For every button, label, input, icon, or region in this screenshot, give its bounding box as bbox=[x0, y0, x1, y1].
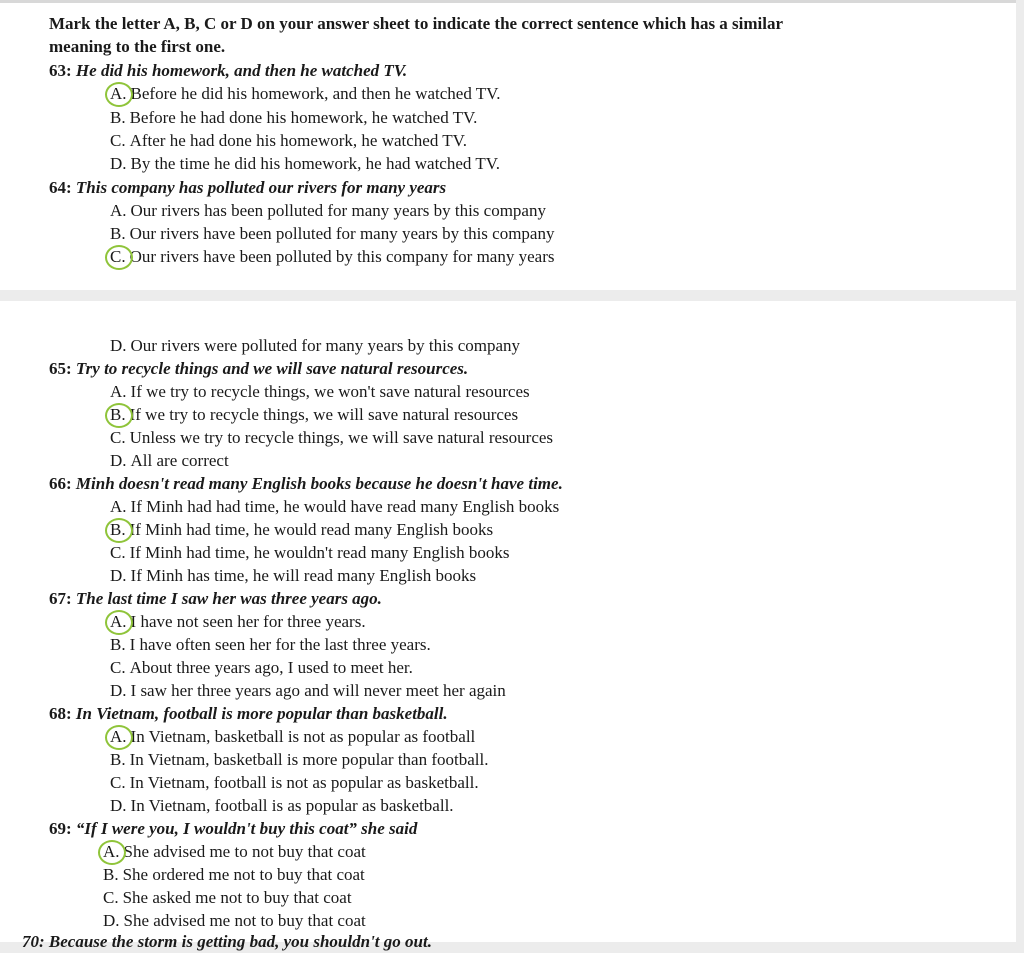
answer-circle: B. bbox=[110, 520, 126, 539]
answer-circle: A. bbox=[110, 84, 127, 103]
option-text: If Minh had time, he wouldn't read many English books bbox=[129, 543, 510, 562]
option-text: I saw her three years ago and will never meet her again bbox=[130, 681, 506, 700]
option-letter: A. bbox=[110, 201, 127, 220]
instruction-line-1: Mark the letter A, B, C or D on your answer sheet to indicate the correct sentence which has a similar bbox=[49, 14, 784, 33]
option-letter: C. bbox=[110, 131, 126, 150]
option-64-b bbox=[110, 223, 554, 245]
option-letter: D. bbox=[110, 336, 127, 355]
option-text: If Minh had had time, he would have read many English books bbox=[130, 497, 560, 516]
question-stem: In Vietnam, football is more popular than basketball. bbox=[75, 704, 448, 723]
option-64-d bbox=[110, 335, 520, 357]
question-stem: He did his homework, and then he watched TV. bbox=[75, 61, 408, 80]
option-69-c bbox=[103, 887, 352, 909]
option-63-c bbox=[110, 130, 467, 152]
option-68-b bbox=[110, 749, 488, 771]
option-text: Before he did his homework, and then he watched TV. bbox=[130, 84, 501, 103]
option-letter: C. bbox=[110, 543, 126, 562]
option-69-d bbox=[103, 910, 366, 932]
instruction-line-2: meaning to the first one. bbox=[49, 37, 226, 56]
question-stem: “If I were you, I wouldn't buy this coat” she said bbox=[75, 819, 418, 838]
option-64-c bbox=[110, 246, 554, 268]
question-stem: Minh doesn't read many English books because he doesn't have time. bbox=[75, 474, 563, 493]
option-text: I have not seen her for three years. bbox=[130, 612, 366, 631]
option-letter: C. bbox=[110, 658, 126, 677]
option-66-d bbox=[110, 565, 476, 587]
option-68-c bbox=[110, 772, 479, 794]
option-68-a bbox=[110, 726, 475, 748]
document-page-2 bbox=[0, 301, 1016, 951]
option-65-a bbox=[110, 381, 530, 403]
option-68-d bbox=[110, 795, 454, 817]
question-70-cutoff: 70: Because the storm is getting bad, you shouldn't go out. bbox=[22, 932, 432, 951]
option-text: In Vietnam, basketball is more popular than football. bbox=[129, 750, 489, 769]
option-letter: D. bbox=[103, 911, 120, 930]
option-letter: C. bbox=[110, 773, 126, 792]
option-text: If Minh had time, he would read many English books bbox=[129, 520, 494, 539]
question-number: 68: bbox=[49, 704, 72, 723]
question-63 bbox=[49, 60, 407, 82]
question-number: 67: bbox=[49, 589, 72, 608]
question-number: 66: bbox=[49, 474, 72, 493]
question-stem: This company has polluted our rivers for many years bbox=[75, 178, 447, 197]
question-68 bbox=[49, 703, 448, 725]
option-text: She ordered me not to buy that coat bbox=[122, 865, 365, 884]
answer-circle: A. bbox=[110, 612, 127, 631]
option-letter: B. bbox=[110, 224, 126, 243]
option-text: Our rivers have been polluted by this company for many years bbox=[129, 247, 555, 266]
option-text: About three years ago, I used to meet her. bbox=[129, 658, 413, 677]
question-number: 64: bbox=[49, 178, 72, 197]
question-number: 69: bbox=[49, 819, 72, 838]
document-page-1 bbox=[0, 0, 1016, 290]
question-67 bbox=[49, 588, 382, 610]
option-letter: C. bbox=[110, 428, 126, 447]
question-69 bbox=[49, 818, 417, 840]
option-text: By the time he did his homework, he had watched TV. bbox=[130, 154, 501, 173]
option-letter: B. bbox=[110, 635, 126, 654]
answer-circle: A. bbox=[103, 842, 120, 861]
option-67-c bbox=[110, 657, 413, 679]
option-text: Our rivers have been polluted for many years by this company bbox=[129, 224, 555, 243]
answer-circle: A. bbox=[110, 727, 127, 746]
option-letter: D. bbox=[110, 566, 127, 585]
question-number: 63: bbox=[49, 61, 72, 80]
option-text: She advised me to not buy that coat bbox=[123, 842, 366, 861]
option-letter: B. bbox=[103, 865, 119, 884]
option-66-a bbox=[110, 496, 559, 518]
option-65-d bbox=[110, 450, 229, 472]
option-letter: B. bbox=[110, 750, 126, 769]
question-stem: The last time I saw her was three years ago. bbox=[75, 589, 382, 608]
option-letter: C. bbox=[103, 888, 119, 907]
option-67-a bbox=[110, 611, 366, 633]
option-text: In Vietnam, football is not as popular as basketball. bbox=[129, 773, 479, 792]
option-letter: D. bbox=[110, 796, 127, 815]
answer-circle: B. bbox=[110, 405, 126, 424]
option-letter: B. bbox=[110, 108, 126, 127]
option-63-a bbox=[110, 83, 501, 105]
option-text: In Vietnam, football is as popular as basketball. bbox=[130, 796, 454, 815]
option-64-a bbox=[110, 200, 546, 222]
question-number: 65: bbox=[49, 359, 72, 378]
option-66-b bbox=[110, 519, 493, 541]
question-66 bbox=[49, 473, 563, 495]
option-text: Before he had done his homework, he watched TV. bbox=[129, 108, 478, 127]
option-text: Our rivers were polluted for many years by this company bbox=[130, 336, 521, 355]
question-64 bbox=[49, 177, 446, 199]
option-66-c bbox=[110, 542, 509, 564]
answer-circle: C. bbox=[110, 247, 126, 266]
option-63-b bbox=[110, 107, 477, 129]
option-letter: A. bbox=[110, 382, 127, 401]
option-text: If we try to recycle things, we will save natural resources bbox=[129, 405, 519, 424]
option-text: Unless we try to recycle things, we will save natural resources bbox=[129, 428, 554, 447]
option-text: After he had done his homework, he watched TV. bbox=[129, 131, 467, 150]
option-67-d bbox=[110, 680, 506, 702]
option-text: She asked me not to buy that coat bbox=[122, 888, 352, 907]
question-stem: Try to recycle things and we will save natural resources. bbox=[75, 359, 469, 378]
option-letter: A. bbox=[110, 497, 127, 516]
option-63-d bbox=[110, 153, 500, 175]
option-65-b bbox=[110, 404, 518, 426]
option-69-a bbox=[103, 841, 366, 863]
option-text: If we try to recycle things, we won't save natural resources bbox=[130, 382, 530, 401]
option-letter: D. bbox=[110, 681, 127, 700]
option-67-b bbox=[110, 634, 431, 656]
option-letter: D. bbox=[110, 154, 127, 173]
option-text: In Vietnam, basketball is not as popular as football bbox=[130, 727, 476, 746]
option-text: She advised me not to buy that coat bbox=[123, 911, 366, 930]
option-69-b bbox=[103, 864, 365, 886]
option-65-c bbox=[110, 427, 553, 449]
question-65 bbox=[49, 358, 468, 380]
option-letter: D. bbox=[110, 451, 127, 470]
option-text: All are correct bbox=[130, 451, 229, 470]
option-text: If Minh has time, he will read many English books bbox=[130, 566, 477, 585]
option-text: I have often seen her for the last three years. bbox=[129, 635, 431, 654]
option-text: Our rivers has been polluted for many years by this company bbox=[130, 201, 546, 220]
